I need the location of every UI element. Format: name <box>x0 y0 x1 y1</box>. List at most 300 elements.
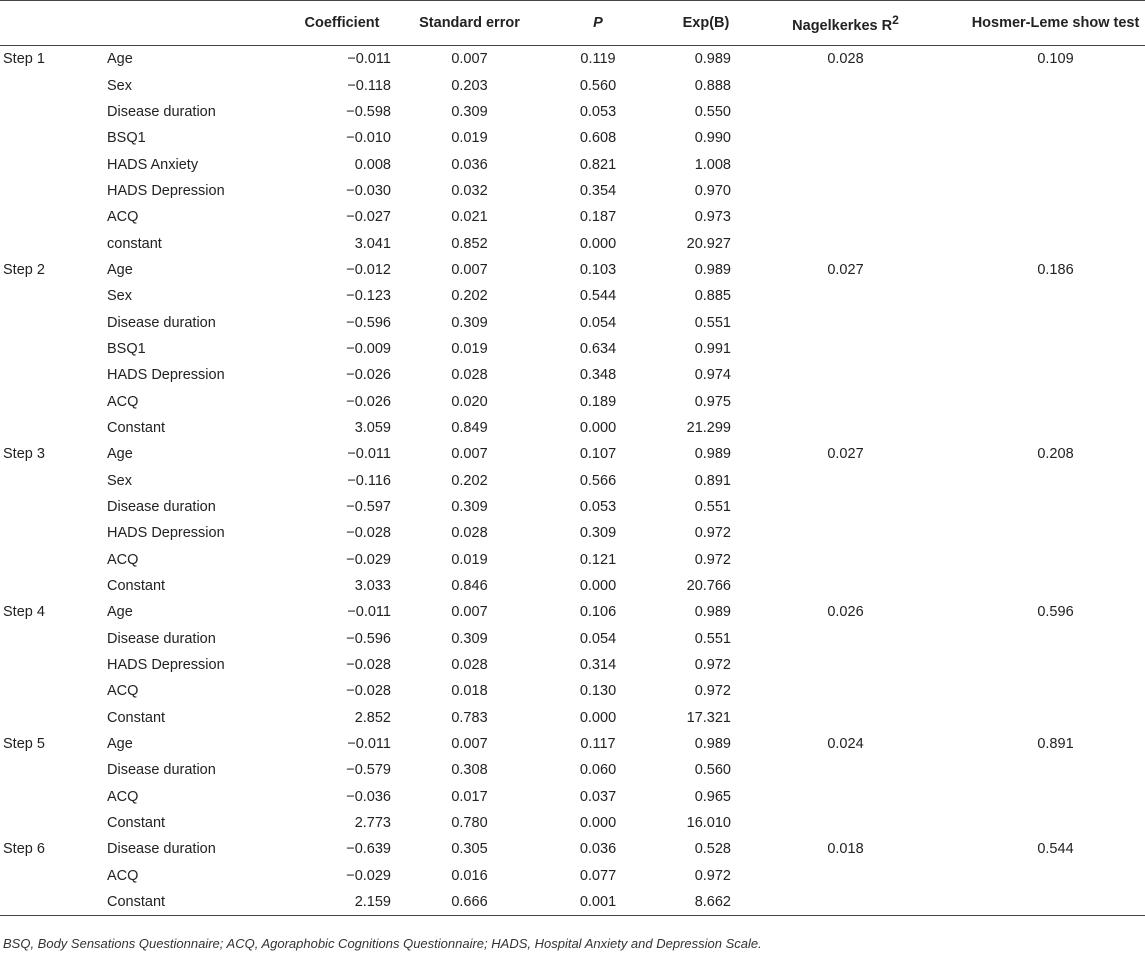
table-row <box>0 494 1145 520</box>
cell-variable: ACQ <box>107 551 139 568</box>
cell-expb <box>654 494 758 520</box>
cell-hosmer <box>933 757 1145 783</box>
cell-coefficient <box>257 547 397 573</box>
cell-expb <box>654 441 758 467</box>
cell-expb <box>654 705 758 731</box>
cell-hosmer <box>933 388 1145 414</box>
expb-value: 0.551 <box>694 630 731 647</box>
expb-value: 0.975 <box>694 393 731 410</box>
cell-nagelkerke <box>758 494 933 520</box>
cell-expb <box>654 652 758 678</box>
expb-value: 0.989 <box>694 446 731 463</box>
table-row <box>0 573 1145 599</box>
table-row <box>0 705 1145 731</box>
cell-expb <box>654 46 758 73</box>
table-row <box>0 520 1145 546</box>
coefficient-value: 3.059 <box>354 419 391 436</box>
expb-value: 0.550 <box>694 103 731 120</box>
expb-value: 0.891 <box>694 472 731 489</box>
cell-hosmer <box>933 678 1145 704</box>
cell-standard-error: 0.017 <box>451 788 488 805</box>
expb-value: 17.321 <box>686 709 731 726</box>
cell-expb <box>654 388 758 414</box>
table-row <box>0 863 1145 889</box>
cell-standard-error: 0.016 <box>451 867 488 884</box>
cell-standard-error: 0.305 <box>451 841 488 858</box>
expb-value: 0.560 <box>694 762 731 779</box>
cell-p: 0.560 <box>579 77 617 94</box>
header-p: P <box>542 1 654 46</box>
cell-hosmer <box>933 72 1145 98</box>
cell-p: 0.187 <box>579 209 617 226</box>
cell-step <box>0 468 107 494</box>
table-row <box>0 441 1145 467</box>
cell-step <box>0 810 107 836</box>
cell-hosmer <box>933 626 1145 652</box>
cell-nagelkerke <box>758 810 933 836</box>
expb-value: 0.528 <box>694 841 731 858</box>
coefficient-value: 2.773 <box>354 815 391 832</box>
cell-hosmer: 0.596 <box>1037 604 1074 621</box>
table-row <box>0 257 1145 283</box>
cell-expb <box>654 573 758 599</box>
cell-p: 0.001 <box>542 889 654 916</box>
cell-standard-error: 0.020 <box>451 393 488 410</box>
cell-nagelkerke <box>758 125 933 151</box>
cell-hosmer <box>933 336 1145 362</box>
cell-coefficient <box>257 46 397 73</box>
cell-coefficient <box>257 810 397 836</box>
cell-variable: Constant <box>107 578 166 595</box>
expb-value: 0.551 <box>694 499 731 516</box>
coefficient-value: −0.028 <box>346 525 391 542</box>
header-expb: Exp(B) <box>654 1 758 46</box>
coefficient-value: −0.029 <box>346 867 391 884</box>
cell-p: 0.106 <box>579 604 617 621</box>
cell-coefficient <box>257 178 397 204</box>
cell-variable: Disease duration <box>107 841 216 858</box>
cell-coefficient <box>257 731 397 757</box>
coefficient-value: −0.596 <box>346 630 391 647</box>
cell-expb <box>654 836 758 862</box>
cell-p: 0.000 <box>579 419 617 436</box>
cell-expb <box>654 599 758 625</box>
cell-hosmer <box>933 204 1145 230</box>
cell-standard-error: 0.007 <box>451 51 488 68</box>
cell-step <box>0 784 107 810</box>
header-row <box>0 1 1145 46</box>
cell-expb <box>654 810 758 836</box>
cell-coefficient <box>257 230 397 256</box>
cell-hosmer: 0.208 <box>1037 446 1074 463</box>
table-row <box>0 178 1145 204</box>
cell-standard-error: 0.028 <box>451 657 488 674</box>
table-row <box>0 99 1145 125</box>
cell-hosmer: 0.109 <box>1037 51 1074 68</box>
cell-step: Step 4 <box>3 604 45 621</box>
coefficient-value: 0.008 <box>354 156 391 173</box>
table-row <box>0 72 1145 98</box>
cell-coefficient <box>257 99 397 125</box>
table-row <box>0 309 1145 335</box>
coefficient-value: −0.579 <box>346 762 391 779</box>
cell-standard-error: 0.021 <box>451 209 488 226</box>
cell-coefficient <box>257 336 397 362</box>
cell-standard-error: 0.309 <box>451 103 488 120</box>
cell-standard-error: 0.007 <box>451 736 488 753</box>
cell-p: 0.053 <box>579 103 617 120</box>
expb-value: 0.972 <box>694 867 731 884</box>
cell-nagelkerke: 0.027 <box>827 261 864 278</box>
cell-p: 0.000 <box>579 709 617 726</box>
cell-expb <box>654 99 758 125</box>
cell-p: 0.608 <box>579 130 617 147</box>
cell-variable: Sex <box>107 472 132 489</box>
header-step <box>0 1 107 46</box>
cell-p: 0.189 <box>579 393 617 410</box>
expb-value: 20.927 <box>686 235 731 252</box>
cell-coefficient <box>257 468 397 494</box>
header-nagelkerke <box>758 1 933 46</box>
header-nagelkerke-text: Nagelkerkes R <box>792 17 893 34</box>
cell-standard-error: 0.309 <box>451 630 488 647</box>
cell-variable: Sex <box>107 77 132 94</box>
cell-step <box>0 283 107 309</box>
coefficient-value: −0.011 <box>347 446 391 463</box>
cell-coefficient <box>257 415 397 441</box>
cell-standard-error: 0.032 <box>451 182 488 199</box>
cell-p: 0.107 <box>579 446 617 463</box>
cell-standard-error: 0.852 <box>451 235 488 252</box>
cell-expb <box>654 125 758 151</box>
cell-coefficient <box>257 151 397 177</box>
coefficient-value: 3.033 <box>354 578 391 595</box>
cell-nagelkerke <box>758 784 933 810</box>
cell-nagelkerke <box>758 230 933 256</box>
cell-standard-error: 0.309 <box>451 499 488 516</box>
cell-nagelkerke <box>758 547 933 573</box>
cell-hosmer <box>933 125 1145 151</box>
cell-p: 0.544 <box>579 288 617 305</box>
cell-nagelkerke <box>758 204 933 230</box>
expb-value: 0.885 <box>694 288 731 305</box>
coefficient-value: 2.159 <box>354 894 391 911</box>
cell-variable: Disease duration <box>107 630 216 647</box>
cell-hosmer <box>933 810 1145 836</box>
cell-nagelkerke: 0.024 <box>827 736 864 753</box>
table-row <box>0 678 1145 704</box>
cell-step <box>0 573 107 599</box>
cell-standard-error: 0.028 <box>451 525 488 542</box>
cell-variable: BSQ1 <box>107 340 146 357</box>
coefficient-value: −0.118 <box>347 77 391 94</box>
expb-value: 0.989 <box>694 51 731 68</box>
cell-coefficient <box>257 626 397 652</box>
cell-variable: Disease duration <box>107 499 216 516</box>
cell-variable: ACQ <box>107 683 139 700</box>
cell-hosmer: 0.544 <box>1037 841 1074 858</box>
cell-variable: Sex <box>107 288 132 305</box>
expb-value: 0.972 <box>694 657 731 674</box>
cell-coefficient <box>257 125 397 151</box>
cell-step <box>0 757 107 783</box>
expb-value: 0.989 <box>694 736 731 753</box>
cell-expb <box>654 362 758 388</box>
cell-variable: ACQ <box>107 867 139 884</box>
cell-p: 0.348 <box>579 367 617 384</box>
table-row <box>0 388 1145 414</box>
cell-hosmer <box>933 889 1145 916</box>
cell-nagelkerke: 0.027 <box>827 446 864 463</box>
cell-variable: Age <box>107 446 133 463</box>
cell-nagelkerke <box>758 652 933 678</box>
header-nagelkerke-sup: 2 <box>892 12 899 27</box>
coefficient-value: −0.027 <box>346 209 391 226</box>
cell-p: 0.036 <box>579 841 617 858</box>
cell-hosmer <box>933 784 1145 810</box>
cell-standard-error: 0.202 <box>451 288 488 305</box>
coefficient-value: 2.852 <box>354 709 391 726</box>
cell-step <box>0 178 107 204</box>
cell-standard-error: 0.019 <box>451 551 488 568</box>
cell-nagelkerke: 0.026 <box>827 604 864 621</box>
coefficient-value: −0.597 <box>346 499 391 516</box>
cell-hosmer <box>933 652 1145 678</box>
expb-value: 0.991 <box>694 340 731 357</box>
cell-nagelkerke <box>758 362 933 388</box>
cell-expb <box>654 151 758 177</box>
cell-nagelkerke <box>758 889 933 916</box>
table-row <box>0 362 1145 388</box>
cell-variable: HADS Anxiety <box>107 156 199 173</box>
cell-hosmer <box>933 468 1145 494</box>
cell-coefficient <box>257 388 397 414</box>
expb-value: 8.662 <box>694 894 731 911</box>
cell-hosmer <box>933 494 1145 520</box>
cell-variable: Disease duration <box>107 103 216 120</box>
cell-p: 0.634 <box>579 340 617 357</box>
cell-variable: HADS Depression <box>107 525 225 542</box>
expb-value: 0.965 <box>694 788 731 805</box>
expb-value: 0.990 <box>694 130 731 147</box>
coefficient-value: −0.116 <box>347 472 391 489</box>
cell-standard-error: 0.309 <box>451 314 488 331</box>
table-row <box>0 889 1145 916</box>
cell-coefficient <box>257 573 397 599</box>
cell-standard-error: 0.007 <box>451 261 488 278</box>
table-row <box>0 125 1145 151</box>
cell-hosmer <box>933 230 1145 256</box>
coefficient-value: −0.026 <box>346 367 391 384</box>
cell-expb <box>654 678 758 704</box>
cell-hosmer <box>933 547 1145 573</box>
cell-coefficient <box>257 836 397 862</box>
cell-coefficient <box>257 863 397 889</box>
table-row <box>0 415 1145 441</box>
cell-nagelkerke <box>758 705 933 731</box>
expb-value: 0.989 <box>694 604 731 621</box>
cell-coefficient <box>257 309 397 335</box>
cell-hosmer <box>933 415 1145 441</box>
cell-coefficient <box>257 72 397 98</box>
cell-expb <box>654 520 758 546</box>
expb-value: 0.974 <box>694 367 731 384</box>
cell-expb <box>654 547 758 573</box>
cell-coefficient <box>257 520 397 546</box>
table-row <box>0 230 1145 256</box>
cell-standard-error: 0.203 <box>451 77 488 94</box>
cell-coefficient <box>257 652 397 678</box>
table-row <box>0 151 1145 177</box>
table-row <box>0 283 1145 309</box>
table-row <box>0 784 1145 810</box>
cell-step <box>0 99 107 125</box>
cell-nagelkerke <box>758 678 933 704</box>
cell-standard-error: 0.849 <box>451 419 488 436</box>
cell-step <box>0 336 107 362</box>
cell-p: 0.121 <box>579 551 617 568</box>
cell-step <box>0 652 107 678</box>
cell-step: Step 6 <box>3 841 45 858</box>
cell-hosmer <box>933 520 1145 546</box>
table-row <box>0 652 1145 678</box>
coefficient-value: −0.596 <box>346 314 391 331</box>
cell-step: Step 3 <box>3 446 45 463</box>
cell-standard-error: 0.308 <box>451 762 488 779</box>
cell-coefficient <box>257 494 397 520</box>
table-row <box>0 599 1145 625</box>
cell-variable: Age <box>107 736 133 753</box>
table-row <box>0 46 1145 73</box>
cell-variable: HADS Depression <box>107 367 225 384</box>
coefficient-value: −0.029 <box>346 551 391 568</box>
coefficient-value: −0.026 <box>346 393 391 410</box>
expb-value: 0.973 <box>694 209 731 226</box>
cell-step <box>0 230 107 256</box>
cell-step <box>0 863 107 889</box>
header-hosmer: Hosmer-Leme show test <box>933 1 1145 46</box>
table-body <box>0 46 1145 916</box>
cell-coefficient <box>257 362 397 388</box>
cell-step <box>0 125 107 151</box>
cell-variable: ACQ <box>107 209 139 226</box>
expb-value: 0.970 <box>694 182 731 199</box>
table-row <box>0 626 1145 652</box>
cell-nagelkerke <box>758 573 933 599</box>
cell-nagelkerke <box>758 99 933 125</box>
cell-p: 0.060 <box>579 762 617 779</box>
cell-expb <box>654 468 758 494</box>
cell-standard-error: 0.666 <box>397 889 542 916</box>
cell-expb <box>654 863 758 889</box>
cell-nagelkerke <box>758 178 933 204</box>
cell-nagelkerke <box>758 151 933 177</box>
coefficient-value: 3.041 <box>354 235 391 252</box>
cell-p: 0.103 <box>579 261 617 278</box>
cell-variable: Constant <box>107 709 166 726</box>
cell-step <box>0 415 107 441</box>
cell-step <box>0 494 107 520</box>
cell-step <box>0 889 107 916</box>
cell-coefficient <box>257 678 397 704</box>
cell-coefficient <box>257 204 397 230</box>
cell-expb <box>654 72 758 98</box>
cell-hosmer <box>933 573 1145 599</box>
cell-standard-error: 0.846 <box>451 578 488 595</box>
cell-hosmer <box>933 151 1145 177</box>
cell-nagelkerke <box>758 388 933 414</box>
cell-hosmer <box>933 309 1145 335</box>
cell-p: 0.000 <box>579 578 617 595</box>
expb-value: 1.008 <box>694 156 731 173</box>
cell-coefficient <box>257 257 397 283</box>
cell-variable: Disease duration <box>107 762 216 779</box>
cell-p: 0.314 <box>579 657 617 674</box>
cell-expb <box>654 309 758 335</box>
cell-expb <box>654 283 758 309</box>
cell-hosmer <box>933 99 1145 125</box>
cell-variable: Disease duration <box>107 314 216 331</box>
cell-expb <box>654 415 758 441</box>
cell-variable: Constant <box>107 815 166 832</box>
cell-p: 0.053 <box>579 499 617 516</box>
expb-value: 0.972 <box>694 551 731 568</box>
cell-step <box>0 520 107 546</box>
header-coefficient: Coefficient <box>257 1 397 46</box>
cell-step: Step 1 <box>3 51 45 68</box>
cell-step <box>0 388 107 414</box>
cell-hosmer <box>933 362 1145 388</box>
cell-p: 0.354 <box>579 182 617 199</box>
cell-hosmer: 0.891 <box>1037 736 1074 753</box>
expb-value: 20.766 <box>686 578 731 595</box>
cell-nagelkerke <box>758 863 933 889</box>
cell-nagelkerke <box>758 336 933 362</box>
cell-step <box>0 72 107 98</box>
cell-nagelkerke: 0.028 <box>827 51 864 68</box>
coefficient-value: −0.011 <box>347 604 391 621</box>
cell-nagelkerke <box>758 283 933 309</box>
coefficient-value: −0.030 <box>346 182 391 199</box>
cell-p: 0.119 <box>580 51 616 68</box>
cell-variable: Constant <box>107 889 257 916</box>
cell-standard-error: 0.007 <box>451 604 488 621</box>
cell-variable: HADS Depression <box>107 657 225 674</box>
expb-value: 0.551 <box>694 314 731 331</box>
expb-value: 16.010 <box>686 815 731 832</box>
cell-standard-error: 0.019 <box>451 130 488 147</box>
cell-step <box>0 705 107 731</box>
cell-step <box>0 362 107 388</box>
cell-expb <box>654 257 758 283</box>
cell-p: 0.130 <box>579 683 617 700</box>
cell-nagelkerke <box>758 626 933 652</box>
table-footnote: BSQ, Body Sensations Questionnaire; ACQ, Agoraphobic Cognitions Questionnaire; HADS, Hospital Anxiety and Depression Scale. <box>3 936 762 951</box>
cell-nagelkerke <box>758 72 933 98</box>
cell-p: 0.000 <box>579 815 617 832</box>
cell-variable: ACQ <box>107 393 139 410</box>
cell-coefficient <box>257 441 397 467</box>
expb-value: 0.989 <box>694 261 731 278</box>
table-row <box>0 204 1145 230</box>
cell-nagelkerke <box>758 520 933 546</box>
table-row <box>0 757 1145 783</box>
cell-step <box>0 309 107 335</box>
cell-standard-error: 0.028 <box>451 367 488 384</box>
cell-standard-error: 0.783 <box>451 709 488 726</box>
cell-expb <box>654 230 758 256</box>
cell-standard-error: 0.036 <box>451 156 488 173</box>
